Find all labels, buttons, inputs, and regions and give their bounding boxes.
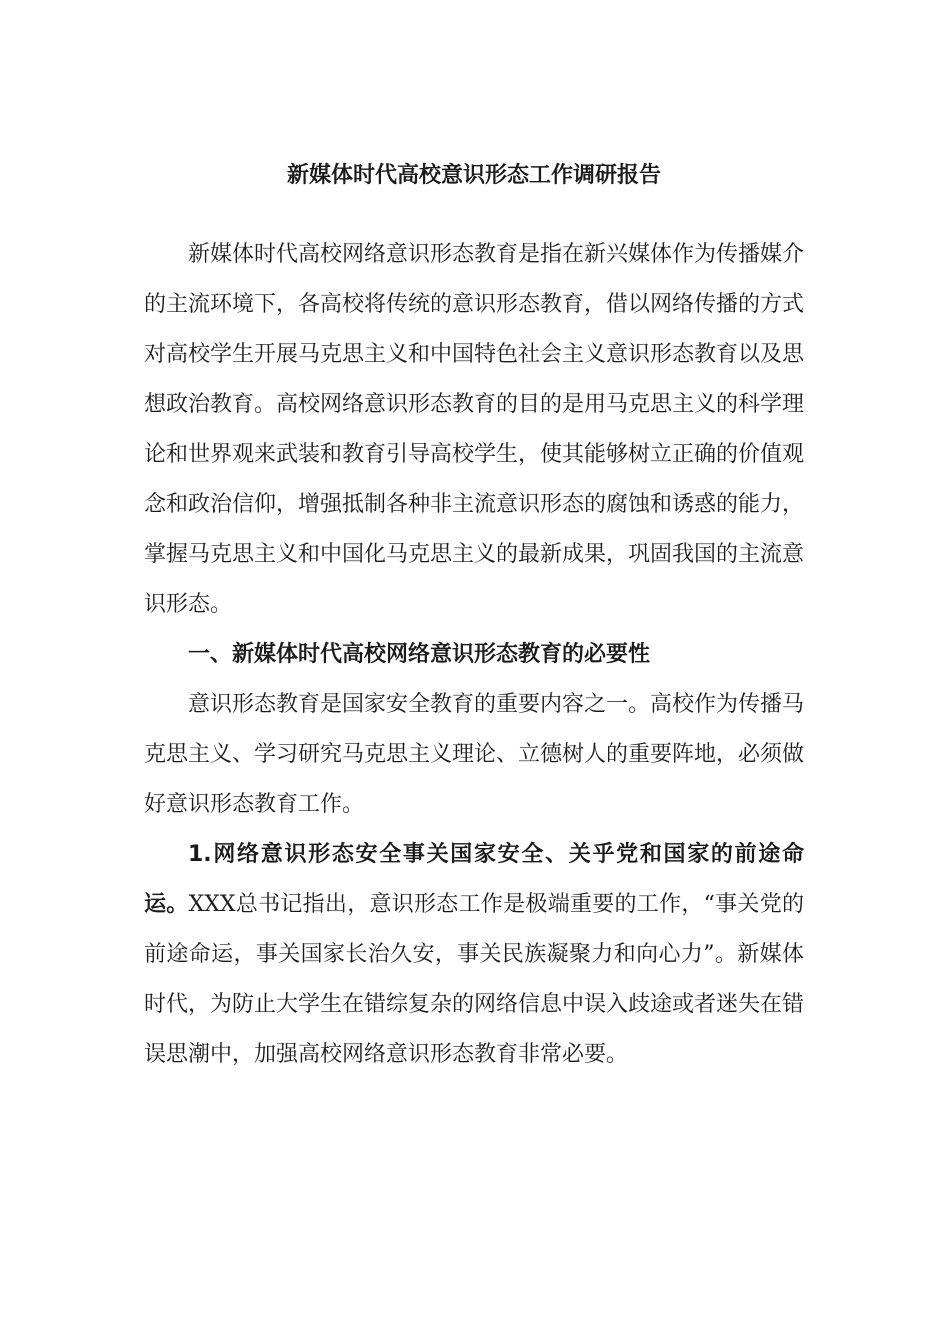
point-lead-text: 1.网络意识形态安全事关国家安全、关乎党和国家的前途命运。 <box>144 842 804 917</box>
point-body-text: XXX总书记指出，意识形态工作是极端重要的工作，“事关党的前途命运，事关国家长治久安，事关民族凝聚力和向心力”。新媒体时代，为防止大学生在错综复杂的网络信息中误入歧途或者迷失在错误思潮中，加强高校网络意识形态教育非常必要。 <box>144 892 805 1067</box>
document-body <box>144 150 804 1080</box>
document-title: 新媒体时代高校意识形态工作调研报告 <box>286 163 661 188</box>
section-heading: 一、新媒体时代高校网络意识形态教育的必要性 <box>188 642 651 667</box>
intro-paragraph: 新媒体时代高校网络意识形态教育是指在新兴媒体作为传播媒介的主流环境下，各高校将传统的意识形态教育，借以网络传播的方式对高校学生开展马克思主义和中国特色社会主义意识形态教育以及思想政治教育。高校网络意识形态教育的目的是用马克思主义的科学理论和世界观来武装和教育引导高校学生，使其能够树立正确的价值观念和政治信仰，增强抵制各种非主流意识形态的腐蚀和诱惑的能力，掌握马克思主义和中国化马克思主义的最新成果，巩固我国的主流意识形态。 <box>144 242 805 617</box>
section-paragraph: 意识形态教育是国家安全教育的重要内容之一。高校作为传播马克思主义、学习研究马克思主义理论、立德树人的重要阵地，必须做好意识形态教育工作。 <box>144 692 805 817</box>
point-paragraph <box>144 830 804 1080</box>
